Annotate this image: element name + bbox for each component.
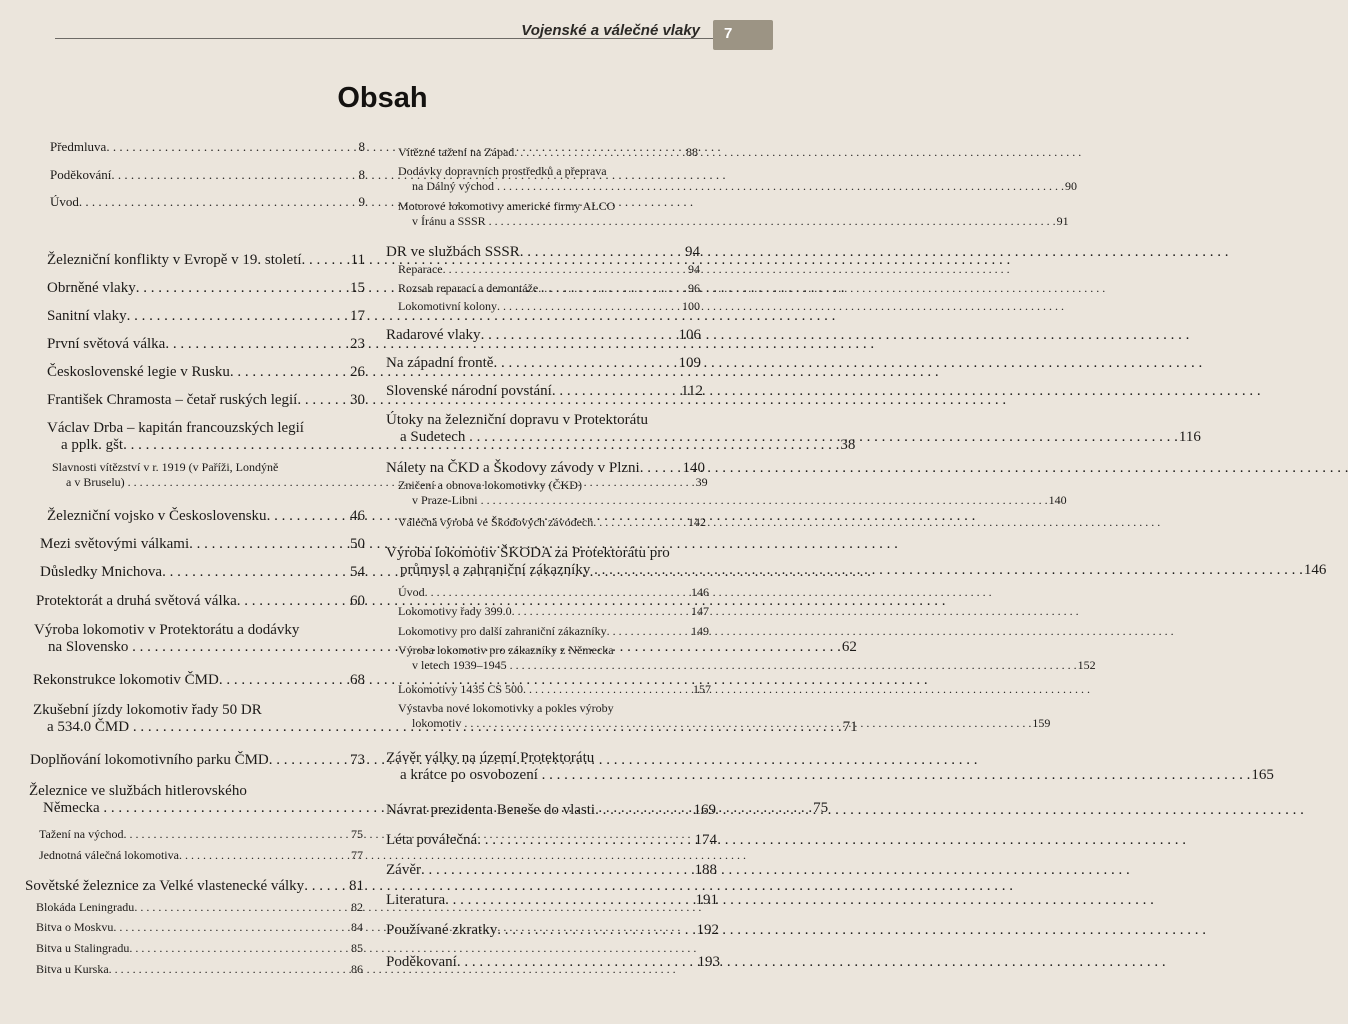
dot-leader — [302, 252, 350, 269]
toc-entry-title: Důsledky Mnichova — [40, 564, 163, 580]
toc-entry-title-line1: Václav Drba – kapitán francouzských legií — [47, 420, 304, 436]
toc-entry-page: 71 — [842, 719, 858, 735]
toc-entry-page: 86 — [351, 962, 363, 976]
toc-entry-title: Sovětské železnice za Velké vlastenecké války — [25, 878, 305, 894]
toc-entry-title-line1: Motorové lokomotivy americké firmy ALCO — [398, 199, 616, 213]
toc-entry-title-line2: a Sudetech — [400, 429, 466, 445]
toc-entry-title: Závěr — [386, 862, 421, 878]
toc-entry-page: 191 — [695, 892, 718, 908]
toc-entry — [398, 624, 709, 639]
dot-leader — [514, 145, 685, 160]
toc-entry-title: Lokomotivní kolony — [398, 299, 497, 313]
toc-entry-page: 116 — [1178, 429, 1201, 445]
dot-leader — [481, 327, 678, 344]
toc-entry-title-line1: Útoky na železniční dopravu v Protektorátu — [386, 412, 649, 428]
dot-leader — [494, 179, 1064, 193]
dot-leader — [109, 962, 350, 977]
toc-entry — [386, 460, 705, 477]
dot-leader — [219, 672, 349, 689]
toc-entry-page: 84 — [351, 920, 363, 934]
toc-entry-title: Československé legie v Rusku — [47, 364, 230, 380]
toc-entry — [386, 355, 701, 372]
toc-entry — [40, 564, 365, 581]
toc-entry-title-line2: v letech 1939–1945 — [412, 658, 507, 672]
toc-entry-title-line2: v Íránu a SSSR — [412, 214, 486, 228]
toc-entry — [386, 954, 720, 971]
toc-entry-title: Úvod — [50, 194, 79, 209]
dot-leader — [593, 515, 687, 530]
toc-entry-title: Mezi světovými válkami — [40, 536, 190, 552]
toc-entry — [398, 299, 700, 314]
toc-entry-page: 26 — [350, 364, 365, 380]
toc-entry-title-line2: a 534.0 ČMD — [47, 719, 130, 735]
toc-entry — [39, 848, 363, 863]
dot-leader — [237, 593, 349, 610]
toc-entry — [47, 392, 365, 409]
dot-leader — [134, 900, 350, 915]
toc-entry-title: Používané zkratky — [386, 922, 498, 938]
toc-entry-title: Předmluva — [50, 139, 107, 154]
toc-entry — [398, 145, 698, 160]
toc-entry — [47, 308, 365, 325]
toc-entry-title-line2: a krátce po osvobození — [400, 767, 538, 783]
toc-entry-page: 73 — [350, 752, 365, 768]
dot-leader — [421, 862, 694, 879]
toc-entry-title: Na západní frontě — [386, 355, 494, 371]
toc-entry-page: 174 — [694, 832, 717, 848]
toc-entry-title: Slovenské národní povstání — [386, 383, 552, 399]
toc-entry-page: 140 — [682, 460, 705, 476]
dot-leader — [127, 308, 349, 325]
toc-entry-page: 152 — [1077, 658, 1096, 672]
toc-entry-title: Sanitní vlaky — [47, 308, 127, 324]
toc-entry — [36, 920, 363, 935]
toc-entry-title: Bitva o Moskvu — [36, 920, 114, 934]
toc-entry — [398, 164, 1077, 194]
page-header — [0, 0, 765, 60]
toc-entry — [386, 832, 717, 849]
dot-leader — [106, 139, 357, 155]
toc-entry-title: Bitva u Stalingradu — [36, 941, 130, 955]
toc-entry-title: Železniční vojsko v Československu — [47, 508, 267, 524]
toc-entry-title-line2: a v Bruselu) — [66, 475, 125, 489]
toc-entry-page: 188 — [694, 862, 717, 878]
toc-entry — [386, 327, 701, 344]
dot-leader — [165, 336, 349, 353]
dot-leader — [297, 392, 349, 409]
dot-leader — [507, 658, 1077, 672]
toc-entry-page: 146 — [1303, 562, 1327, 578]
toc-entry — [47, 364, 365, 381]
toc-entry-title: Lokomotivy 1435 CS 500 — [398, 682, 524, 696]
toc-entry — [386, 922, 719, 939]
toc-entry-page: 94 — [685, 244, 700, 260]
toc-entry-page: 17 — [350, 308, 365, 324]
toc-entry-page: 193 — [697, 954, 720, 970]
toc-entry-page: 140 — [1048, 493, 1067, 507]
toc-entry-title: Lokomotivy pro další zahraniční zákazníky — [398, 624, 607, 638]
page-number: 7 — [724, 25, 733, 42]
toc-entry-title: Rozsah reparací a demontáže — [398, 281, 539, 295]
dot-leader — [607, 624, 690, 639]
toc-entry-page: 82 — [351, 900, 363, 914]
toc-entry-title: Protektorát a druhá světová válka — [36, 593, 237, 609]
toc-entry-page: 96 — [688, 281, 700, 295]
dot-leader — [162, 564, 349, 581]
toc-entry-page: 38 — [840, 437, 856, 453]
dot-leader — [497, 922, 695, 939]
toc-entry-page: 8 — [358, 167, 365, 182]
toc-entry-page: 60 — [350, 593, 365, 609]
toc-entry-title: Blokáda Leningradu — [36, 900, 135, 914]
toc-entry-title-line1: Výstavba nové lokomotivky a pokles výroby — [398, 701, 614, 715]
toc-entry — [398, 478, 1067, 508]
toc-entry — [39, 827, 363, 842]
toc-entry-title: Poděkovaní — [386, 954, 457, 970]
toc-entry — [25, 878, 364, 895]
dot-leader — [497, 299, 681, 314]
toc-entry — [386, 545, 1327, 579]
toc-entry-title: Rekonstrukce lokomotiv ČMD — [33, 672, 219, 688]
toc-entry — [386, 802, 716, 819]
toc-entry-page: 15 — [350, 280, 365, 296]
toc-entry-title: Tažení na východ — [39, 827, 124, 841]
dot-leader — [113, 920, 350, 935]
toc-entry — [398, 604, 709, 619]
toc-entry-title-line1: Výroba lokomotiv v Protektorátu a dodávky — [34, 622, 300, 638]
toc-entry-title-line2: Německa — [43, 800, 100, 816]
dot-leader — [538, 767, 1251, 783]
dot-leader — [111, 167, 357, 183]
toc-entry-title: Doplňování lokomotivního parku ČMD — [30, 752, 269, 768]
dot-leader — [123, 827, 350, 842]
toc-entry-page: 142 — [688, 515, 706, 529]
toc-entry-title: Lokomotivy řady 399.0 — [398, 604, 512, 618]
toc-entry-title-line2: a pplk. gšt. — [61, 437, 127, 453]
toc-entry-title: Úvod — [398, 585, 425, 599]
toc-entry-page: 77 — [351, 848, 363, 862]
toc-entry — [33, 672, 365, 689]
toc-entry-page: 112 — [681, 383, 703, 399]
toc-entry — [50, 139, 365, 155]
toc-entry-title: Válečná výroba ve Škodových závodech — [398, 515, 594, 529]
dot-leader — [538, 281, 687, 296]
toc-entry-page: 106 — [678, 327, 701, 343]
dot-leader — [552, 383, 680, 400]
toc-entry — [36, 941, 363, 956]
dot-leader — [478, 493, 1048, 507]
toc-entry-title-line2: v Praze-Libni — [412, 493, 478, 507]
toc-entry-title-line1: Zničení a obnova lokomotivky (ČKD) — [398, 478, 582, 492]
toc-entry-page: 147 — [691, 604, 709, 618]
toc-entry-title-line1: Slavnosti vítězství v r. 1919 (v Paříži, Londýně — [52, 460, 279, 474]
toc-entry-title: Poděkování — [50, 167, 112, 182]
dot-leader — [590, 562, 1303, 578]
toc-entry — [398, 262, 700, 277]
toc-entry-page: 75 — [351, 827, 363, 841]
toc-entry — [386, 862, 717, 879]
toc-entry-page: 62 — [841, 639, 857, 655]
dot-leader — [512, 604, 690, 619]
toc-entry-page: 85 — [351, 941, 363, 955]
toc-entry-page: 46 — [350, 508, 365, 524]
toc-entry-page: 68 — [350, 672, 365, 688]
dot-leader — [445, 892, 694, 909]
toc-entry-title: DR ve službách SSSR — [386, 244, 520, 260]
dot-leader — [520, 244, 684, 261]
dot-leader — [269, 752, 349, 769]
toc-entry-title: Nálety na ČKD a Škodovy závody v Plzni — [386, 460, 640, 476]
toc-entry-page: 159 — [1032, 716, 1051, 730]
toc-entry — [398, 199, 1069, 229]
dot-leader — [457, 954, 697, 971]
toc-entry — [36, 962, 363, 977]
toc-entry — [386, 750, 1274, 784]
dot-leader — [179, 848, 350, 863]
dot-leader — [493, 355, 677, 372]
toc-entry-page: 149 — [691, 624, 709, 638]
toc-entry-page: 94 — [688, 262, 700, 276]
toc-entry-title-line1: Výroba lokomotiv ŠKODA za Protektorátu pro — [386, 545, 670, 561]
toc-entry-title-line1: Závěr války na území Protektorátu — [386, 750, 595, 766]
toc-entry-page: 9 — [358, 194, 365, 209]
toc-entry-title: Jednotná válečná lokomotiva — [39, 848, 179, 862]
dot-leader — [136, 280, 349, 297]
toc-entry — [50, 167, 365, 183]
toc-entry-page: 109 — [678, 355, 701, 371]
toc-entry-page: 8 — [358, 139, 365, 154]
toc-entry-page: 54 — [350, 564, 365, 580]
toc-entry — [47, 252, 365, 269]
toc-entry — [398, 585, 709, 600]
toc-entry-page: 23 — [350, 336, 365, 352]
page-title: Obsah — [337, 82, 428, 114]
dot-leader — [425, 585, 690, 600]
toc-entry — [47, 508, 365, 525]
dot-leader — [230, 364, 349, 381]
toc-entry-title: Vítězné tažení na Západ — [398, 145, 515, 159]
toc-entry-title-line1: Výroba lokomotiv pro zákazníky z Německa — [398, 643, 614, 657]
toc-entry-title: První světová válka — [47, 336, 166, 352]
toc-entry-page: 91 — [1056, 214, 1069, 228]
toc-entry-title-line2: průmysl a zahraniční zákazníky — [400, 562, 591, 578]
dot-leader — [640, 460, 682, 477]
toc-entry-page: 192 — [696, 922, 719, 938]
toc-entry — [386, 383, 703, 400]
toc-entry-page: 157 — [693, 682, 711, 696]
toc-entry-title: Železniční konflikty v Evropě v 19. století — [47, 252, 302, 268]
toc-entry-page: 100 — [682, 299, 700, 313]
toc-entry-title-line2: na Slovensko — [48, 639, 129, 655]
toc-entry-page: 39 — [695, 475, 708, 489]
toc-entry-page: 75 — [813, 800, 829, 816]
toc-entry — [50, 194, 365, 210]
dot-leader — [523, 682, 692, 697]
toc-entry-title: Reparace — [398, 262, 443, 276]
toc-entry — [47, 336, 365, 353]
toc-entry-title: Léta poválečná — [386, 832, 478, 848]
toc-entry-page: 30 — [350, 392, 365, 408]
page-number-tab — [713, 20, 773, 50]
toc-entry-page: 50 — [350, 536, 365, 552]
toc-entry-title: Radarové vlaky — [386, 327, 481, 343]
toc-entry-page: 90 — [1064, 179, 1077, 193]
dot-leader — [595, 802, 692, 819]
toc-entry-title: Obrněné vlaky — [47, 280, 136, 296]
toc-entry-title-line1: Dodávky dopravních prostředků a přeprava — [398, 164, 607, 178]
dot-leader — [79, 194, 358, 210]
dot-leader — [486, 214, 1056, 228]
toc-entry — [40, 536, 365, 553]
dot-leader — [465, 429, 1178, 445]
toc-entry — [398, 682, 711, 697]
toc-entry-page: 88 — [686, 145, 698, 159]
toc-entry — [47, 280, 365, 297]
dot-leader — [477, 832, 693, 849]
toc-entry-title-line1: Železnice ve službách hitlerovského — [29, 783, 247, 799]
toc-entry — [398, 281, 700, 296]
running-title: Vojenské a válečné vlaky — [521, 22, 700, 39]
toc-entry-title: František Chramosta – četař ruských legií — [47, 392, 298, 408]
dot-leader — [129, 941, 350, 956]
toc-entry — [386, 892, 718, 909]
toc-entry-page: 165 — [1251, 767, 1274, 783]
toc-entry-title-line1: Zkušební jízdy lokomotiv řady 50 DR — [33, 702, 262, 718]
toc-entry-title-line2: lokomotiv — [412, 716, 462, 730]
toc-entry — [30, 752, 365, 769]
toc-entry — [398, 515, 706, 530]
toc-entry-title-line2: na Dálný východ — [412, 179, 494, 193]
dot-leader — [443, 262, 687, 277]
dot-leader — [304, 878, 348, 895]
toc-entry-title: Návrat prezidenta Beneše do vlasti — [386, 802, 596, 818]
dot-leader — [189, 536, 349, 553]
toc-entry-page: 81 — [349, 878, 364, 894]
toc-entry-page: 169 — [693, 802, 716, 818]
toc-entry — [386, 244, 700, 261]
dot-leader — [267, 508, 349, 525]
toc-entry-page: 146 — [691, 585, 709, 599]
dot-leader — [461, 716, 1031, 730]
toc-entry — [36, 900, 363, 915]
toc-entry — [36, 593, 365, 610]
toc-entry-title: Literatura — [386, 892, 446, 908]
toc-entry-title: Bitva u Kurska — [36, 962, 109, 976]
toc-entry-page: 11 — [350, 252, 365, 268]
